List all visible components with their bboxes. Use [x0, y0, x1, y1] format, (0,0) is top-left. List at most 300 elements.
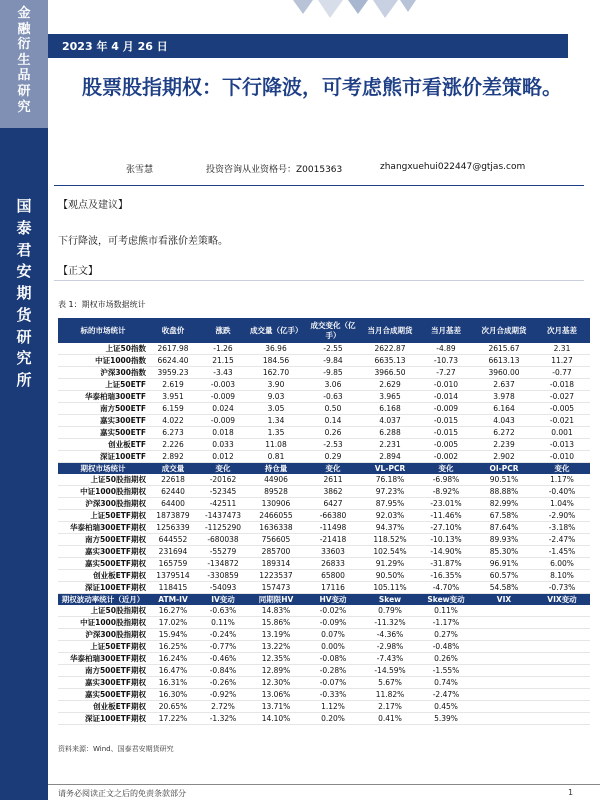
table-cell: 3.06: [304, 379, 362, 391]
table-cell: 0.20%: [304, 713, 362, 725]
table-cell: 4.037: [362, 415, 418, 427]
table-row: [58, 486, 590, 498]
table-cell: 6.168: [362, 403, 418, 415]
table-cell: 0.41%: [362, 713, 418, 725]
table-row: [58, 570, 590, 582]
table-cell: 次月基差: [534, 318, 590, 343]
table-cell: VIX变动: [534, 594, 590, 606]
diamond-logo-decoration: [288, 0, 418, 20]
table-cell: -52345: [198, 486, 248, 498]
table-cell: [474, 677, 534, 689]
table-cell: VL-PCR: [362, 463, 418, 475]
table-cell: -31.87%: [418, 558, 474, 570]
table-cell: 2.72%: [198, 701, 248, 713]
table-cell: 1223537: [248, 570, 304, 582]
table-cell: 20.65%: [148, 701, 198, 713]
table-cell: -2.90%: [534, 510, 590, 522]
table-row: [58, 498, 590, 510]
table-cell: [534, 653, 590, 665]
table-cell: -0.46%: [198, 653, 248, 665]
table-cell: 285700: [248, 546, 304, 558]
table-cell: 0.14: [304, 415, 362, 427]
table-cell: 6.00%: [534, 558, 590, 570]
table-cell: 变化: [198, 463, 248, 475]
table-cell: -0.63: [304, 391, 362, 403]
row-label: 南方500ETF期权: [58, 665, 148, 677]
table-cell: -1.17%: [418, 617, 474, 629]
table-cell: -0.010: [418, 379, 474, 391]
table-cell: 16.24%: [148, 653, 198, 665]
table-cell: 0.29: [304, 451, 362, 463]
table-cell: 成交量（亿手）: [248, 318, 304, 343]
table-cell: -11498: [304, 522, 362, 534]
sidebar-char: 研: [16, 327, 32, 346]
row-label: 嘉实500ETF期权: [58, 689, 148, 701]
table-cell: 0.018: [198, 427, 248, 439]
table-cell: 2.239: [474, 439, 534, 451]
table-cell: -0.26%: [198, 677, 248, 689]
table-cell: 1.04%: [534, 498, 590, 510]
table-cell: 14.83%: [248, 605, 304, 617]
table-cell: -2.47%: [418, 689, 474, 701]
table-cell: -11.32%: [362, 617, 418, 629]
table-cell: 2.629: [362, 379, 418, 391]
table-cell: -0.77: [534, 367, 590, 379]
table-cell: 6613.13: [474, 355, 534, 367]
views-text: 下行降波，可考虑熊市看涨价差策略。: [58, 236, 228, 247]
table-cell: -9.84: [304, 355, 362, 367]
row-label: 深证100ETF期权: [58, 582, 148, 594]
options-market-table: [58, 318, 590, 725]
table-cell: 1.17%: [534, 474, 590, 486]
table-cell: -14.90%: [418, 546, 474, 558]
table-cell: [534, 617, 590, 629]
table-cell: -0.003: [198, 379, 248, 391]
table-row: [58, 391, 590, 403]
divider: [54, 280, 584, 281]
table-cell: -2.53: [304, 439, 362, 451]
table-row: [58, 403, 590, 415]
table-cell: -0.28%: [304, 665, 362, 677]
table-cell: 0.26%: [418, 653, 474, 665]
row-label: 标的市场统计: [58, 318, 148, 343]
table-cell: 12.89%: [248, 665, 304, 677]
table-row: [58, 653, 590, 665]
table-cell: -0.08%: [304, 653, 362, 665]
table-cell: 4.022: [148, 415, 198, 427]
table-cell: -0.015: [418, 427, 474, 439]
table-cell: 13.19%: [248, 629, 304, 641]
sidebar-char: 货: [16, 305, 32, 324]
table-cell: 2.637: [474, 379, 534, 391]
table-cell: 当月基差: [418, 318, 474, 343]
table-cell: 1.34: [248, 415, 304, 427]
table-cell: 3862: [304, 486, 362, 498]
table-cell: [474, 713, 534, 725]
table-cell: 88.88%: [474, 486, 534, 498]
table-cell: 3.951: [148, 391, 198, 403]
footer-divider: [48, 784, 600, 785]
table-cell: [474, 629, 534, 641]
table-row: [58, 629, 590, 641]
table-cell: 0.001: [534, 427, 590, 439]
table-cell: -27.10%: [418, 522, 474, 534]
row-label: 创业板ETF期权: [58, 701, 148, 713]
row-label: 中证1000指数: [58, 355, 148, 367]
table-cell: 0.79%: [362, 605, 418, 617]
table-cell: -0.021: [534, 415, 590, 427]
table-cell: -1.32%: [198, 713, 248, 725]
row-label: 华泰柏瑞300ETF期权: [58, 522, 148, 534]
table-cell: -0.009: [198, 391, 248, 403]
table-cell: 涨跌: [198, 318, 248, 343]
table-cell: 16.31%: [148, 677, 198, 689]
table-cell: 22618: [148, 474, 198, 486]
row-label: 上证50指数: [58, 343, 148, 355]
table-cell: -6.98%: [418, 474, 474, 486]
row-label: 上证50ETF期权: [58, 641, 148, 653]
table-cell: 3.05: [248, 403, 304, 415]
table-cell: 同期限HV: [248, 594, 304, 606]
table-cell: 1256339: [148, 522, 198, 534]
table-cell: 变化: [304, 463, 362, 475]
table-cell: -21418: [304, 534, 362, 546]
table-cell: 持仓量: [248, 463, 304, 475]
table-cell: -4.89: [418, 343, 474, 355]
table-cell: 76.18%: [362, 474, 418, 486]
sidebar-char: 君: [16, 240, 32, 259]
table-cell: 90.50%: [362, 570, 418, 582]
table-cell: 90.51%: [474, 474, 534, 486]
table-cell: 9.03: [248, 391, 304, 403]
table-cell: -0.009: [198, 415, 248, 427]
table-cell: -7.43%: [362, 653, 418, 665]
table-cell: Skew变动: [418, 594, 474, 606]
table-cell: -0.63%: [198, 605, 248, 617]
table-cell: -1.55%: [418, 665, 474, 677]
table-cell: 184.56: [248, 355, 304, 367]
table-header-row: [58, 594, 590, 606]
table-cell: -0.73%: [534, 582, 590, 594]
table-cell: -0.018: [534, 379, 590, 391]
row-label: 上证50ETF: [58, 379, 148, 391]
table-row: [58, 415, 590, 427]
row-label: 嘉实500ETF: [58, 427, 148, 439]
table-cell: 0.033: [198, 439, 248, 451]
table-cell: 收盘价: [148, 318, 198, 343]
table-cell: 0.81: [248, 451, 304, 463]
table-header-row: [58, 463, 590, 475]
table-cell: 0.45%: [418, 701, 474, 713]
row-label: 沪深300股指期权: [58, 498, 148, 510]
table-cell: -0.014: [418, 391, 474, 403]
table-cell: 11.82%: [362, 689, 418, 701]
sidebar-char: 金: [17, 6, 31, 21]
table-cell: -11.46%: [418, 510, 474, 522]
table-cell: 87.95%: [362, 498, 418, 510]
table-cell: 6.272: [474, 427, 534, 439]
table-row: [58, 451, 590, 463]
table-row: [58, 534, 590, 546]
table-row: [58, 605, 590, 617]
table-cell: [474, 689, 534, 701]
table-cell: 11.08: [248, 439, 304, 451]
table-cell: -9.85: [304, 367, 362, 379]
table-cell: 2.894: [362, 451, 418, 463]
table-cell: [534, 641, 590, 653]
row-label: 嘉实500ETF期权: [58, 558, 148, 570]
table-cell: 165759: [148, 558, 198, 570]
table-cell: 0.11%: [198, 617, 248, 629]
table-cell: -0.002: [418, 451, 474, 463]
table-cell: 0.26: [304, 427, 362, 439]
table-cell: 2617.98: [148, 343, 198, 355]
table-cell: [474, 701, 534, 713]
table-cell: [534, 605, 590, 617]
table-cell: -55279: [198, 546, 248, 558]
table-cell: 60.57%: [474, 570, 534, 582]
table-cell: -0.015: [418, 415, 474, 427]
table-cell: -16.35%: [418, 570, 474, 582]
table-row: [58, 510, 590, 522]
row-label: 上证50ETF期权: [58, 510, 148, 522]
table-cell: 成交量: [148, 463, 198, 475]
table-cell: 0.07%: [304, 629, 362, 641]
table-cell: -8.92%: [418, 486, 474, 498]
table-cell: [474, 641, 534, 653]
table-cell: -0.92%: [198, 689, 248, 701]
table-cell: 13.22%: [248, 641, 304, 653]
table-cell: OI-PCR: [474, 463, 534, 475]
table-cell: 105.11%: [362, 582, 418, 594]
table-row: [58, 474, 590, 486]
table-caption: 表 1：期权市场数据统计: [58, 300, 146, 309]
table-cell: 0.27%: [418, 629, 474, 641]
table-cell: 0.74%: [418, 677, 474, 689]
table-cell: 89.93%: [474, 534, 534, 546]
table-cell: 756605: [248, 534, 304, 546]
report-title: 股票股指期权：下行降波，可考虑熊市看涨价差策略。: [82, 75, 562, 99]
table-row: [58, 439, 590, 451]
table-cell: -134872: [198, 558, 248, 570]
table-cell: -1.26: [198, 343, 248, 355]
table-cell: 231694: [148, 546, 198, 558]
row-label: 深证100ETF: [58, 451, 148, 463]
table-cell: -0.09%: [304, 617, 362, 629]
table-cell: -0.005: [534, 403, 590, 415]
table-cell: [534, 689, 590, 701]
table-cell: 2611: [304, 474, 362, 486]
table-cell: 16.27%: [148, 605, 198, 617]
table-cell: 14.10%: [248, 713, 304, 725]
sidebar-char: 究: [16, 349, 32, 368]
table-cell: -20162: [198, 474, 248, 486]
table-cell: 13.06%: [248, 689, 304, 701]
sidebar-char: 所: [16, 371, 32, 389]
table-row: [58, 522, 590, 534]
row-label: 期权波动率统计（近月）: [58, 594, 148, 606]
table-cell: 17.02%: [148, 617, 198, 629]
table-cell: 3959.23: [148, 367, 198, 379]
table-cell: -0.40%: [534, 486, 590, 498]
table-cell: 2.619: [148, 379, 198, 391]
table-cell: 0.012: [198, 451, 248, 463]
table-cell: 变化: [418, 463, 474, 475]
table-cell: Skew: [362, 594, 418, 606]
table-cell: [474, 653, 534, 665]
table-row: [58, 355, 590, 367]
table-cell: 2.892: [148, 451, 198, 463]
table-cell: 85.30%: [474, 546, 534, 558]
table-cell: -66380: [304, 510, 362, 522]
table-cell: -23.01%: [418, 498, 474, 510]
table-cell: 0.024: [198, 403, 248, 415]
table-cell: 0.50: [304, 403, 362, 415]
row-label: 嘉实300ETF: [58, 415, 148, 427]
table-row: [58, 558, 590, 570]
table-cell: -0.010: [534, 451, 590, 463]
table-cell: 36.96: [248, 343, 304, 355]
table-cell: -0.027: [534, 391, 590, 403]
row-label: 华泰柏瑞300ETF期权: [58, 653, 148, 665]
table-cell: 1636338: [248, 522, 304, 534]
table-cell: -4.36%: [362, 629, 418, 641]
table-cell: 97.23%: [362, 486, 418, 498]
table-cell: 16.30%: [148, 689, 198, 701]
table-cell: 6.159: [148, 403, 198, 415]
table-cell: -330859: [198, 570, 248, 582]
table-cell: 87.64%: [474, 522, 534, 534]
table-cell: [474, 617, 534, 629]
table-cell: 15.86%: [248, 617, 304, 629]
table-cell: 6624.40: [148, 355, 198, 367]
table-cell: 变化: [534, 463, 590, 475]
table-row: [58, 367, 590, 379]
table-cell: 2622.87: [362, 343, 418, 355]
table-cell: 2615.67: [474, 343, 534, 355]
footer-disclaimer: 请务必阅读正文之后的免责条款部分: [58, 789, 186, 798]
sidebar-char: 品: [17, 68, 31, 84]
table-cell: 15.94%: [148, 629, 198, 641]
sidebar-char: 生: [17, 52, 31, 68]
table-cell: -7.27: [418, 367, 474, 379]
sidebar-char: 衍: [17, 37, 31, 53]
table-cell: 0.00%: [304, 641, 362, 653]
row-label: 嘉实300ETF期权: [58, 677, 148, 689]
table-row: [58, 343, 590, 355]
table-cell: 成交变化（亿手）: [304, 318, 362, 343]
table-cell: 3.965: [362, 391, 418, 403]
table-cell: 1873879: [148, 510, 198, 522]
table-cell: -0.009: [418, 403, 474, 415]
table-cell: VIX: [474, 594, 534, 606]
table-cell: 65800: [304, 570, 362, 582]
table-cell: 6.273: [148, 427, 198, 439]
report-date: 2023 年 4 月 26 日: [62, 40, 168, 53]
table-cell: -680038: [198, 534, 248, 546]
table-cell: 13.71%: [248, 701, 304, 713]
row-label: 南方500ETF: [58, 403, 148, 415]
table-cell: 12.35%: [248, 653, 304, 665]
table-cell: 3.978: [474, 391, 534, 403]
table-cell: 2.31: [534, 343, 590, 355]
table-cell: 82.99%: [474, 498, 534, 510]
row-label: 上证50股指期权: [58, 474, 148, 486]
table-cell: 62440: [148, 486, 198, 498]
sidebar-char: 安: [16, 262, 32, 281]
sidebar: [0, 0, 48, 800]
table-cell: 次月合成期货: [474, 318, 534, 343]
table-cell: -4.70%: [418, 582, 474, 594]
sidebar-char: 研: [17, 83, 31, 99]
table-header-row: [58, 318, 590, 343]
table-cell: 16.47%: [148, 665, 198, 677]
table-cell: 3966.50: [362, 367, 418, 379]
table-cell: -2.47%: [534, 534, 590, 546]
table-cell: 118.52%: [362, 534, 418, 546]
table-row: [58, 665, 590, 677]
table-cell: -0.33%: [304, 689, 362, 701]
views-heading: 【观点及建议】: [58, 200, 128, 211]
table-cell: 162.70: [248, 367, 304, 379]
table-cell: -0.02%: [304, 605, 362, 617]
table-cell: 5.39%: [418, 713, 474, 725]
sidebar-char: 究: [17, 99, 31, 115]
table-cell: 189314: [248, 558, 304, 570]
table-cell: [534, 665, 590, 677]
table-cell: 91.29%: [362, 558, 418, 570]
table-cell: 16.25%: [148, 641, 198, 653]
row-label: 中证1000股指期权: [58, 486, 148, 498]
table-cell: 1.12%: [304, 701, 362, 713]
table-cell: 12.30%: [248, 677, 304, 689]
sidebar-bottom-label: [0, 196, 48, 392]
row-label: 中证1000股指期权: [58, 617, 148, 629]
table-row: [58, 546, 590, 558]
table-cell: 44906: [248, 474, 304, 486]
table-cell: 1.35: [248, 427, 304, 439]
table-row: [58, 677, 590, 689]
table-cell: [534, 713, 590, 725]
table-cell: 26833: [304, 558, 362, 570]
sidebar-char: 期: [16, 284, 32, 302]
table-cell: -10.13%: [418, 534, 474, 546]
table-cell: 157473: [248, 582, 304, 594]
table-cell: -2.98%: [362, 641, 418, 653]
table-row: [58, 689, 590, 701]
table-cell: [534, 629, 590, 641]
table-cell: 6.288: [362, 427, 418, 439]
table-cell: -14.59%: [362, 665, 418, 677]
table-cell: 6427: [304, 498, 362, 510]
row-label: 南方500ETF期权: [58, 534, 148, 546]
table-row: [58, 582, 590, 594]
table-cell: -42511: [198, 498, 248, 510]
table-cell: -1437473: [198, 510, 248, 522]
table-cell: IV变动: [198, 594, 248, 606]
row-label: 创业板ETF: [58, 439, 148, 451]
table-cell: 2466055: [248, 510, 304, 522]
table-cell: HV变动: [304, 594, 362, 606]
page-number: 1: [568, 788, 574, 797]
table-cell: 96.91%: [474, 558, 534, 570]
author-certification: 投资咨询从业资格号：Z0015363: [206, 165, 343, 175]
table-cell: 102.54%: [362, 546, 418, 558]
table-cell: [534, 701, 590, 713]
sidebar-char: 融: [17, 21, 31, 37]
table-cell: -2.55: [304, 343, 362, 355]
table-cell: 2.226: [148, 439, 198, 451]
